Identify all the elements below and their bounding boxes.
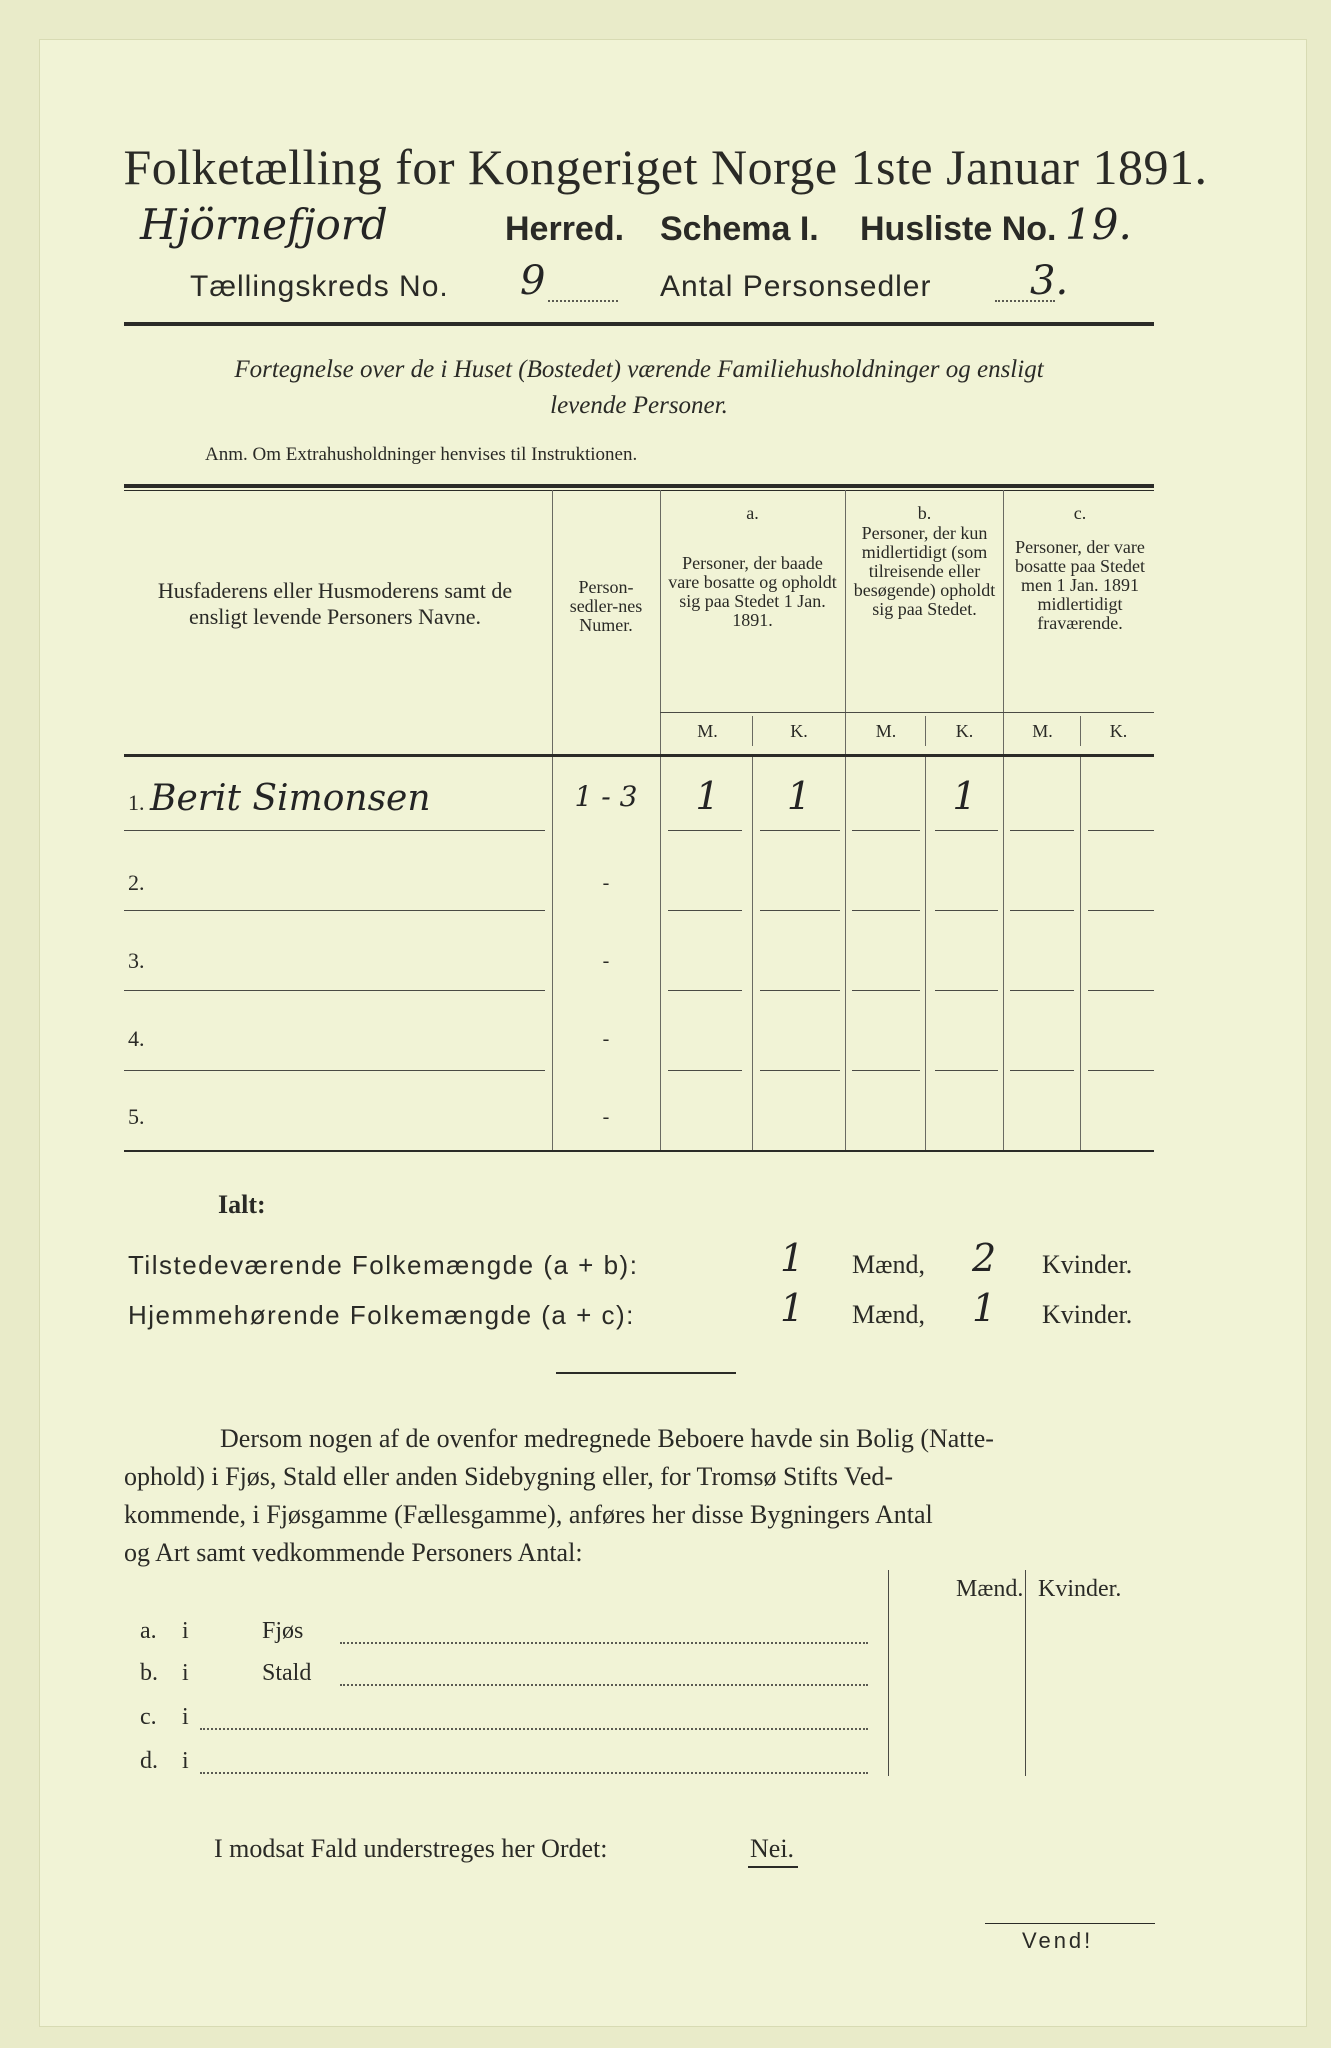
row-sedler-number: -: [602, 872, 610, 894]
herred-handwritten: Hjörnefjord: [140, 200, 388, 249]
kreds-label: Tællingskreds No.: [190, 270, 449, 303]
col-divider: [552, 490, 553, 1150]
building-letter: a.: [140, 1618, 157, 1644]
row-underline: [668, 990, 742, 991]
col-divider: [1080, 757, 1081, 1150]
kreds-dots: [548, 300, 618, 302]
row-underline: [935, 1070, 998, 1071]
row-count-aM: 1: [695, 774, 720, 818]
tilstede-k-label: Kvinder.: [1042, 1250, 1133, 1279]
modsat-label: I modsat Fald understreges her Ordet:: [214, 1834, 608, 1863]
herred-label: Herred.: [505, 210, 625, 248]
hjemme-label: Hjemmehørende Folkemængde (a + c):: [128, 1300, 635, 1330]
row-underline: [760, 990, 840, 991]
schema-label: Schema I.: [660, 210, 819, 248]
bld-header-maend: Mænd.: [956, 1576, 1024, 1602]
col-a-k: K.: [790, 721, 808, 741]
row-underline: [852, 990, 920, 991]
personsedler-value: 3.: [1030, 258, 1069, 304]
para-line: og Art samt vedkommende Personers Antal:: [124, 1538, 583, 1567]
col-divider: [845, 490, 846, 1150]
row-underline: [668, 830, 742, 831]
mk-divider: [925, 716, 926, 746]
building-letter: c.: [140, 1704, 157, 1730]
col-divider: [752, 757, 753, 1150]
col-b-letter: b.: [917, 503, 932, 523]
row-underline: [852, 910, 920, 911]
separator-rule: [556, 1372, 736, 1374]
table-top-rule: [124, 484, 1154, 488]
personsedler-label: Antal Personsedler: [660, 270, 932, 303]
building-i: i: [182, 1704, 189, 1730]
para-line: kommende, i Fjøsgamme (Fællesgamme), anføres her disse Bygningers Antal: [124, 1500, 933, 1529]
col-b-k: K.: [955, 721, 974, 741]
row-underline: [124, 830, 545, 831]
ialt-label: Ialt:: [218, 1190, 266, 1219]
row-underline: [1010, 830, 1074, 831]
kreds-value: 9: [520, 258, 546, 304]
row-underline: [124, 910, 545, 911]
col-divider: [1003, 490, 1004, 1150]
anm-note: Anm. Om Extrahusholdninger henvises til Instruktionen.: [205, 444, 638, 465]
nei-underline: [748, 1866, 798, 1868]
building-dots: [200, 1728, 868, 1730]
husliste-label: Husliste No.: [860, 210, 1057, 248]
building-letter: b.: [140, 1660, 158, 1686]
row-underline: [1010, 990, 1074, 991]
row-underline: [124, 990, 545, 991]
tilstede-m-label: Mænd,: [852, 1250, 925, 1279]
table-top-rule-thin: [124, 490, 1154, 491]
row-number: 5.: [128, 1104, 145, 1129]
row-underline: [760, 830, 840, 831]
instructions-paragraph: [124, 1420, 1154, 1572]
row-underline: [935, 990, 998, 991]
row-underline: [1010, 1070, 1074, 1071]
building-dots: [200, 1772, 868, 1774]
row-underline: [935, 910, 998, 911]
building-letter: d.: [140, 1748, 158, 1774]
col-header-num: Person-sedler-nes Numer.: [569, 577, 643, 635]
row-underline: [1010, 910, 1074, 911]
row-number: 4.: [128, 1026, 145, 1051]
row-number: 3.: [128, 948, 145, 973]
tilstede-label: Tilstedeværende Folkemængde (a + b):: [128, 1250, 639, 1280]
para-line: Dersom nogen af de ovenfor medregnede Beboere havde sin Bolig (Natte-: [220, 1424, 994, 1453]
nei-word: Nei.: [750, 1834, 795, 1863]
row-underline: [668, 1070, 742, 1071]
hjemme-m-value: 1: [780, 1286, 805, 1330]
row-count-aK: 1: [786, 774, 812, 818]
row-count-bK: 1: [952, 774, 977, 818]
bld-divider: [1025, 1570, 1026, 1776]
col-header-name: Husfaderens eller Husmoderens samt de ensligt levende Personers Navne.: [157, 578, 513, 629]
row-sedler-number: -: [602, 950, 610, 972]
subtitle-line2: levende Personer.: [550, 392, 728, 419]
vend-rule: [985, 1923, 1155, 1924]
tilstede-m-value: 1: [780, 1236, 805, 1280]
para-line: ophold) i Fjøs, Stald eller anden Sidebygning eller, for Tromsø Stifts Ved-: [124, 1462, 894, 1491]
mk-divider: [752, 716, 753, 746]
building-i: i: [182, 1660, 189, 1686]
bld-header-kvinder: Kvinder.: [1038, 1576, 1122, 1602]
col-divider: [660, 490, 661, 1150]
subtitle-line1: Fortegnelse over de i Huset (Bostedet) værende Familiehusholdninger og ensligt: [234, 356, 1044, 383]
row-underline: [124, 1070, 545, 1071]
row-underline: [760, 1070, 840, 1071]
row-underline: [852, 830, 920, 831]
col-c-k: K.: [1109, 721, 1128, 741]
building-i: i: [182, 1618, 189, 1644]
building-i: i: [182, 1748, 189, 1774]
row-number: 2.: [128, 870, 145, 895]
row-sedler-number: -: [602, 1106, 610, 1128]
husliste-value: 19.: [1065, 200, 1132, 249]
row-name: Berit Simonsen: [150, 778, 431, 819]
col-header-c: Personer, der vare bosatte paa Stedet men 1 Jan. 1891 midlertidigt fraværende.: [1015, 537, 1145, 633]
row-number: 1.: [128, 790, 145, 815]
hjemme-m-label: Mænd,: [852, 1300, 925, 1329]
col-a-letter: a.: [746, 503, 759, 523]
row-underline: [1088, 1070, 1154, 1071]
hjemme-k-label: Kvinder.: [1042, 1300, 1133, 1329]
row-sedler-number: -: [602, 1028, 610, 1050]
col-header-a: Personer, der baade vare bosatte og opholdt sig paa Stedet 1 Jan. 1891.: [668, 553, 837, 630]
tilstede-k-value: 2: [972, 1236, 997, 1280]
mk-header-line: [660, 712, 1154, 713]
col-c-m: M.: [1032, 721, 1053, 741]
row-underline: [935, 830, 998, 831]
row-underline: [760, 910, 840, 911]
bld-divider: [888, 1570, 889, 1776]
col-divider: [925, 757, 926, 1150]
building-name: Fjøs: [262, 1618, 304, 1644]
row-underline: [852, 1070, 920, 1071]
building-name: Stald: [262, 1660, 312, 1686]
mk-divider: [1080, 716, 1081, 746]
col-c-letter: c.: [1073, 503, 1087, 523]
col-b-m: M.: [875, 721, 897, 741]
row-underline: [668, 910, 742, 911]
hjemme-k-value: 1: [972, 1286, 997, 1330]
row-underline: [1088, 990, 1154, 991]
building-dots: [340, 1684, 868, 1686]
col-header-b: Personer, der kun midlertidigt (som tilreisende eller besøgende) opholdt sig paa Stedet.: [853, 523, 996, 619]
row-underline: [1088, 830, 1154, 831]
building-dots: [340, 1642, 868, 1644]
vend-label: Vend!: [1022, 1928, 1094, 1953]
row-underline: [1088, 910, 1154, 911]
table-header-rule: [124, 754, 1154, 757]
header-rule: [124, 322, 1154, 326]
col-a-m: M.: [697, 721, 718, 741]
table-bottom-rule: [124, 1150, 1154, 1152]
row-sedler-number: 1 - 3: [574, 780, 638, 813]
form-title: Folketælling for Kongeriget Norge 1ste Januar 1891.: [123, 139, 1208, 195]
